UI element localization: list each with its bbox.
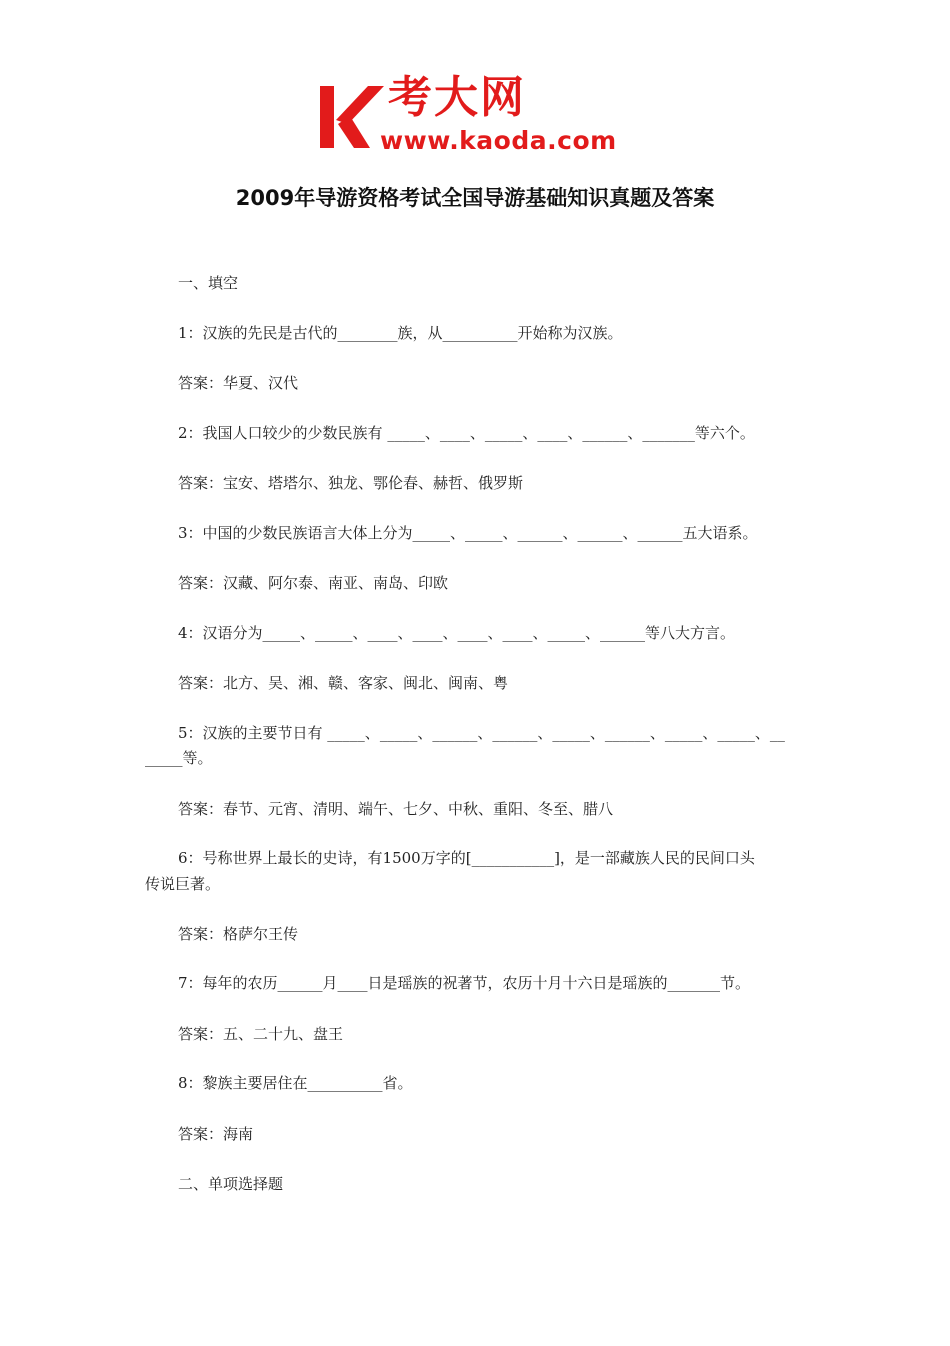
logo-brand-name: 考大网: [388, 72, 526, 123]
question-3: 3：中国的少数民族语言大体上分为_____、_____、______、______、______五大语系。: [178, 524, 758, 542]
site-logo[interactable]: [318, 72, 638, 160]
page-title: 2009年导游资格考试全国导游基础知识真题及答案: [235, 186, 715, 210]
answer-7: 答案：五、二十九、盘王: [178, 1025, 344, 1043]
question-6-continued: 传说巨著。: [145, 875, 221, 893]
question-8: 8：黎族主要居住在__________省。: [178, 1074, 413, 1092]
question-5-continued: _____等。: [145, 749, 213, 767]
logo-k-icon: [318, 84, 386, 150]
answer-2: 答案：宝安、塔塔尔、独龙、鄂伦春、赫哲、俄罗斯: [178, 474, 524, 492]
question-1: 1：汉族的先民是古代的________族，从__________开始称为汉族。: [178, 324, 623, 342]
section-heading-single-choice: 二、单项选择题: [178, 1175, 284, 1193]
section-heading-fill-in: 一、填空: [178, 274, 239, 292]
answer-1: 答案：华夏、汉代: [178, 374, 299, 392]
question-6: 6：号称世界上最长的史诗，有1500万字的[___________]，是一部藏族人民的民间口头: [178, 849, 755, 867]
question-2: 2：我国人口较少的少数民族有 _____、____、_____、____、______、_______等六个。: [178, 424, 755, 442]
answer-3: 答案：汉藏、阿尔泰、南亚、南岛、印欧: [178, 574, 449, 592]
question-7: 7：每年的农历______月____日是瑶族的祝著节，农历十月十六日是瑶族的_______节。: [178, 974, 751, 992]
answer-4: 答案：北方、吴、湘、赣、客家、闽北、闽南、粤: [178, 674, 509, 692]
answer-6: 答案：格萨尔王传: [178, 925, 299, 943]
logo-url-text: www.kaoda.com: [380, 126, 617, 155]
question-5: 5：汉族的主要节日有 _____、_____、______、______、_____、______、_____、_____、__: [178, 724, 785, 742]
answer-8: 答案：海南: [178, 1125, 254, 1143]
answer-5: 答案：春节、元宵、清明、端午、七夕、中秋、重阳、冬至、腊八: [178, 800, 614, 818]
question-4: 4：汉语分为_____、_____、____、____、____、____、_____、______等八大方言。: [178, 624, 736, 642]
